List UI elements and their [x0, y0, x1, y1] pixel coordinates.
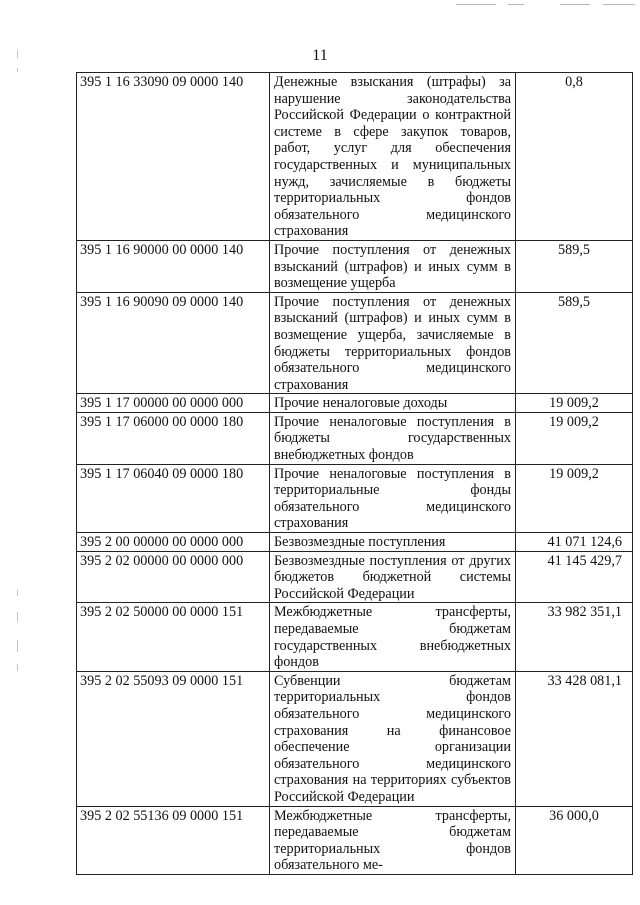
revenue-name: Межбюджетные трансферты, передаваемые бюджетам государственных внебюджетных фондов — [270, 603, 516, 671]
revenue-name: Прочие неналоговые поступления в бюджеты государственных внебюджетных фондов — [270, 412, 516, 464]
table-row — [77, 533, 633, 552]
classification-code: 395 1 17 06040 09 0000 180 — [77, 464, 270, 532]
table-row — [77, 551, 633, 603]
scan-artifact-margin-mark — [17, 612, 18, 622]
page-number: 11 — [312, 47, 328, 64]
scan-artifact-margin-mark — [17, 640, 18, 652]
amount: 19 009,2 — [516, 394, 633, 413]
table-row — [77, 412, 633, 464]
classification-code: 395 2 02 55136 09 0000 151 — [77, 806, 270, 874]
amount: 33 982 351,1 — [516, 603, 633, 671]
revenue-name: Прочие поступления от денежных взысканий (штрафов) и иных сумм в возмещение ущерба — [270, 240, 516, 292]
revenue-name: Межбюджетные трансферты, передаваемые бюджетам территориальных фондов обязательного ме- — [270, 806, 516, 874]
table-row — [77, 394, 633, 413]
table-row — [77, 73, 633, 241]
revenue-name: Прочие поступления от денежных взысканий (штрафов) и иных сумм в возмещение ущерба, зачисляемые в бюджеты территориальных фондов обязательного медицинского страхования — [270, 292, 516, 394]
budget-revenue-table — [76, 72, 633, 875]
amount: 41 145 429,7 — [516, 551, 633, 603]
amount: 36 000,0 — [516, 806, 633, 874]
classification-code: 395 2 00 00000 00 0000 000 — [77, 533, 270, 552]
classification-code: 395 1 17 00000 00 0000 000 — [77, 394, 270, 413]
scan-artifact-margin-mark — [17, 664, 18, 671]
table-row — [77, 292, 633, 394]
revenue-name: Прочие неналоговые поступления в территориальные фонды обязательного медицинского страхования — [270, 464, 516, 532]
table-row — [77, 806, 633, 874]
table-row — [77, 240, 633, 292]
scan-artifact-line — [603, 4, 635, 5]
amount: 41 071 124,6 — [516, 533, 633, 552]
classification-code: 395 1 16 33090 09 0000 140 — [77, 73, 270, 241]
amount: 0,8 — [516, 73, 633, 241]
classification-code: 395 1 16 90090 09 0000 140 — [77, 292, 270, 394]
revenue-name: Субвенции бюджетам территориальных фондов обязательного медицинского страхования на финансовое обеспечение организации обязательного медицинского страхования на территориях субъектов Российской Федерации — [270, 671, 516, 806]
revenue-name: Безвозмездные поступления — [270, 533, 516, 552]
revenue-name: Денежные взыскания (штрафы) за нарушение законодательства Российской Федерации о контрактной системе в сфере закупок товаров, работ, услуг для обеспечения государственных и муниципальных нужд, зачисляемые в бюджеты территориальных фондов обязательного медицинского страхования — [270, 73, 516, 241]
amount: 589,5 — [516, 240, 633, 292]
scan-artifact-margin-mark — [17, 68, 18, 72]
revenue-name: Безвозмездные поступления от других бюджетов бюджетной системы Российской Федерации — [270, 551, 516, 603]
amount: 33 428 081,1 — [516, 671, 633, 806]
table-row — [77, 464, 633, 532]
classification-code: 395 1 16 90000 00 0000 140 — [77, 240, 270, 292]
scan-artifact-line — [560, 4, 590, 5]
scan-artifact-line — [456, 4, 496, 5]
scan-artifact-margin-mark — [17, 590, 18, 596]
scan-artifact-line — [508, 4, 524, 5]
classification-code: 395 2 02 50000 00 0000 151 — [77, 603, 270, 671]
revenue-name: Прочие неналоговые доходы — [270, 394, 516, 413]
classification-code: 395 2 02 00000 00 0000 000 — [77, 551, 270, 603]
amount: 589,5 — [516, 292, 633, 394]
classification-code: 395 2 02 55093 09 0000 151 — [77, 671, 270, 806]
table-row — [77, 603, 633, 671]
table-row — [77, 671, 633, 806]
amount: 19 009,2 — [516, 464, 633, 532]
amount: 19 009,2 — [516, 412, 633, 464]
classification-code: 395 1 17 06000 00 0000 180 — [77, 412, 270, 464]
